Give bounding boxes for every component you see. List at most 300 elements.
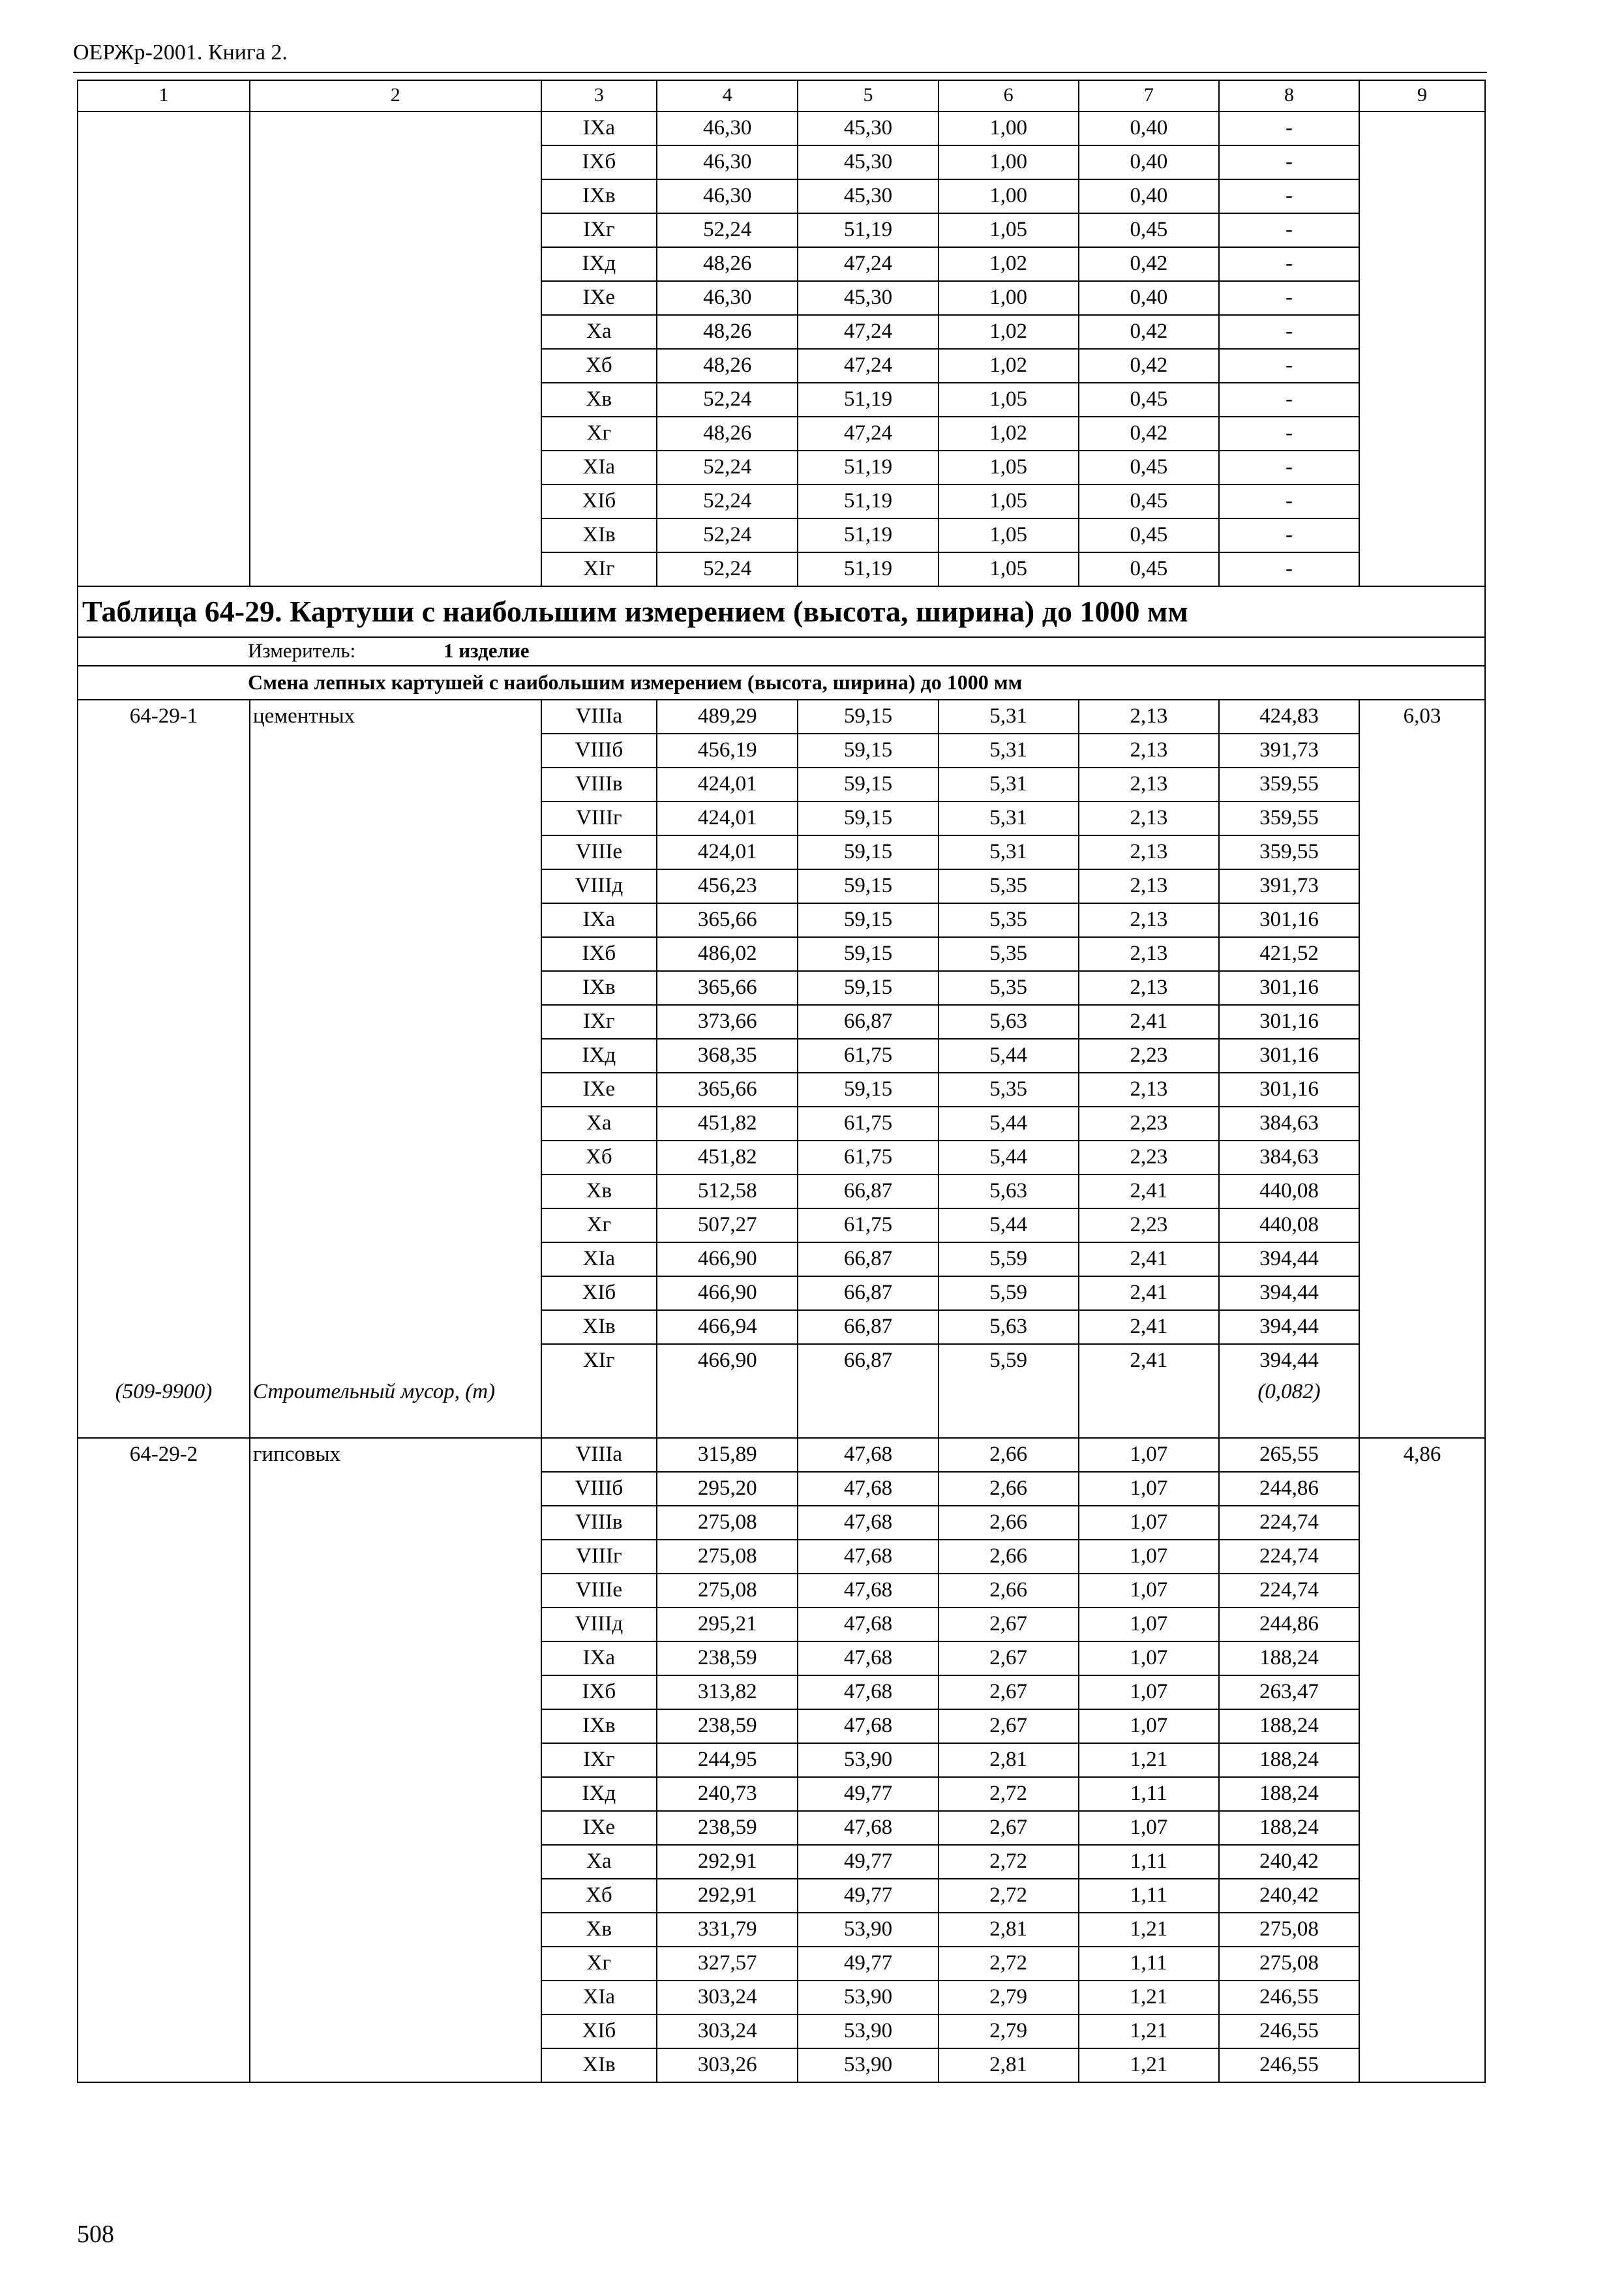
column-header: 9 [1359, 80, 1485, 112]
col9-cell [1359, 1743, 1485, 1777]
price-table [77, 80, 1486, 2083]
value-cell: 5,44 [939, 1141, 1079, 1174]
value-cell: 51,19 [798, 451, 938, 485]
code-cell [78, 145, 250, 179]
col9-cell [1359, 1675, 1485, 1709]
col9-cell [1359, 552, 1485, 586]
value-cell: 365,66 [657, 903, 798, 937]
value-cell: 51,19 [798, 485, 938, 518]
value-cell: 49,77 [798, 1777, 938, 1811]
value-cell: XIв [541, 2048, 657, 2082]
value-cell: 359,55 [1219, 768, 1359, 801]
value-cell: 59,15 [798, 734, 938, 768]
code-cell [78, 1344, 250, 1377]
name-cell [250, 552, 541, 586]
value-cell: 238,59 [657, 1811, 798, 1845]
value-cell: 2,66 [939, 1438, 1079, 1472]
value-cell: 45,30 [798, 145, 938, 179]
value-cell: IXе [541, 1073, 657, 1107]
value-cell: 1,00 [939, 179, 1079, 213]
value-cell: 0,42 [1079, 315, 1219, 349]
value-cell: IXв [541, 971, 657, 1005]
value-cell: 2,72 [939, 1777, 1079, 1811]
value-cell: Xв [541, 1174, 657, 1208]
value-cell: XIв [541, 518, 657, 552]
table-row [78, 835, 1485, 869]
value-cell: 301,16 [1219, 903, 1359, 937]
code-cell [78, 1574, 250, 1608]
value-cell: 2,41 [1079, 1310, 1219, 1344]
value-cell [1079, 1377, 1219, 1438]
value-cell: 188,24 [1219, 1811, 1359, 1845]
col9-cell [1359, 971, 1485, 1005]
code-cell [78, 1811, 250, 1845]
value-cell: Xб [541, 1141, 657, 1174]
value-cell: 52,24 [657, 485, 798, 518]
value-cell: 5,31 [939, 835, 1079, 869]
value-cell: Xг [541, 1208, 657, 1242]
name-cell [250, 1107, 541, 1141]
value-cell: 1,07 [1079, 1709, 1219, 1743]
trash-row [78, 1377, 1485, 1438]
value-cell: 5,35 [939, 869, 1079, 903]
table-row [78, 145, 1485, 179]
value-cell: 47,68 [798, 1506, 938, 1540]
code-cell [78, 247, 250, 281]
name-cell [250, 734, 541, 768]
value-cell: 2,81 [939, 2048, 1079, 2082]
name-cell [250, 315, 541, 349]
value-cell: 303,26 [657, 2048, 798, 2082]
value-cell: IXа [541, 1641, 657, 1675]
column-header: 4 [657, 80, 798, 112]
value-cell: 51,19 [798, 552, 938, 586]
table-row [78, 1276, 1485, 1310]
col9-cell [1359, 1073, 1485, 1107]
value-cell: 0,45 [1079, 518, 1219, 552]
value-cell: 315,89 [657, 1438, 798, 1472]
code-cell [78, 734, 250, 768]
value-cell: 238,59 [657, 1641, 798, 1675]
code-cell [78, 1039, 250, 1073]
value-cell: - [1219, 145, 1359, 179]
value-cell: 0,45 [1079, 552, 1219, 586]
value-cell: 5,35 [939, 1073, 1079, 1107]
name-cell [250, 835, 541, 869]
value-cell: 424,01 [657, 768, 798, 801]
value-cell: 301,16 [1219, 1005, 1359, 1039]
value-cell: 2,13 [1079, 734, 1219, 768]
value-cell: 2,72 [939, 1879, 1079, 1913]
value-cell: 303,24 [657, 2014, 798, 2048]
value-cell: 240,42 [1219, 1845, 1359, 1879]
value-cell: 2,13 [1079, 801, 1219, 835]
value-cell: 365,66 [657, 1073, 798, 1107]
value-cell: 1,07 [1079, 1438, 1219, 1472]
value-cell: 292,91 [657, 1879, 798, 1913]
col9-cell [1359, 112, 1485, 145]
name-cell [250, 1141, 541, 1174]
value-cell: 66,87 [798, 1174, 938, 1208]
col9-cell [1359, 1472, 1485, 1506]
value-cell: XIб [541, 1276, 657, 1310]
value-cell: 440,08 [1219, 1208, 1359, 1242]
code-cell [78, 1141, 250, 1174]
value-cell: 1,07 [1079, 1574, 1219, 1608]
value-cell: 2,13 [1079, 937, 1219, 971]
value-cell: 5,63 [939, 1005, 1079, 1039]
value-cell [798, 1377, 938, 1438]
code-cell [78, 2048, 250, 2082]
value-cell: VIIIа [541, 700, 657, 734]
name-cell [250, 179, 541, 213]
value-cell: 1,11 [1079, 1845, 1219, 1879]
value-cell: 47,24 [798, 417, 938, 451]
value-cell: 1,21 [1079, 1981, 1219, 2014]
col9-cell [1359, 1981, 1485, 2014]
meter-value: 1 изделие [444, 639, 530, 662]
col9-cell [1359, 1344, 1485, 1377]
name-cell [250, 451, 541, 485]
name-cell [250, 1879, 541, 1913]
code-cell [78, 518, 250, 552]
value-cell: XIб [541, 485, 657, 518]
value-cell: 59,15 [798, 971, 938, 1005]
value-cell: 1,05 [939, 451, 1079, 485]
value-cell: 45,30 [798, 281, 938, 315]
table-row [78, 213, 1485, 247]
value-cell: 1,00 [939, 281, 1079, 315]
code-cell [78, 1675, 250, 1709]
value-cell: 0,40 [1079, 145, 1219, 179]
value-cell: 45,30 [798, 179, 938, 213]
value-cell: - [1219, 247, 1359, 281]
value-cell: 327,57 [657, 1947, 798, 1981]
value-cell: 466,94 [657, 1310, 798, 1344]
code-cell [78, 903, 250, 937]
value-cell: 46,30 [657, 281, 798, 315]
col9-cell [1359, 145, 1485, 179]
table-row [78, 1709, 1485, 1743]
value-cell: 394,44 [1219, 1310, 1359, 1344]
name-cell [250, 971, 541, 1005]
value-cell: 275,08 [1219, 1913, 1359, 1947]
value-cell [657, 1377, 798, 1438]
value-cell: 391,73 [1219, 869, 1359, 903]
value-cell: 53,90 [798, 1981, 938, 2014]
value-cell: 61,75 [798, 1039, 938, 1073]
value-cell: - [1219, 518, 1359, 552]
code-cell [78, 1879, 250, 1913]
name-cell [250, 1039, 541, 1073]
table-row [78, 1845, 1485, 1879]
value-cell: 5,44 [939, 1107, 1079, 1141]
name-cell [250, 383, 541, 417]
value-cell: XIг [541, 552, 657, 586]
value-cell: IXе [541, 281, 657, 315]
value-cell: Xа [541, 1107, 657, 1141]
value-cell: 49,77 [798, 1947, 938, 1981]
value-cell: 451,82 [657, 1107, 798, 1141]
code-cell [78, 1242, 250, 1276]
value-cell: 49,77 [798, 1879, 938, 1913]
col9-cell [1359, 247, 1485, 281]
value-cell: 52,24 [657, 213, 798, 247]
value-cell: 61,75 [798, 1141, 938, 1174]
col9-cell [1359, 2014, 1485, 2048]
code-cell [78, 1777, 250, 1811]
value-cell: 313,82 [657, 1675, 798, 1709]
value-cell: 1,21 [1079, 2048, 1219, 2082]
name-cell [250, 1310, 541, 1344]
table-row [78, 112, 1485, 145]
col9-cell [1359, 869, 1485, 903]
value-cell: 53,90 [798, 1913, 938, 1947]
table-row [78, 1981, 1485, 2014]
code-cell [78, 1608, 250, 1641]
value-cell: 1,07 [1079, 1540, 1219, 1574]
value-cell: 47,68 [798, 1641, 938, 1675]
col9-cell [1359, 315, 1485, 349]
value-cell: 246,55 [1219, 2048, 1359, 2082]
table-row [78, 417, 1485, 451]
column-header: 3 [541, 80, 657, 112]
col9-cell [1359, 1811, 1485, 1845]
value-cell: 331,79 [657, 1913, 798, 1947]
table-row [78, 1438, 1485, 1472]
name-cell [250, 349, 541, 383]
col9-cell [1359, 1540, 1485, 1574]
value-cell: 1,05 [939, 518, 1079, 552]
name-cell [250, 1913, 541, 1947]
code-cell [78, 1845, 250, 1879]
value-cell: 373,66 [657, 1005, 798, 1039]
value-cell: 1,05 [939, 552, 1079, 586]
value-cell: 47,24 [798, 349, 938, 383]
value-cell: 244,86 [1219, 1608, 1359, 1641]
value-cell: 451,82 [657, 1141, 798, 1174]
col9-cell [1359, 213, 1485, 247]
value-cell [939, 1377, 1079, 1438]
trash-value: (0,082) [1219, 1377, 1359, 1438]
table-row [78, 1310, 1485, 1344]
col9-cell [1359, 801, 1485, 835]
value-cell: 47,24 [798, 315, 938, 349]
value-cell: 2,41 [1079, 1344, 1219, 1377]
code-cell [78, 1947, 250, 1981]
value-cell: VIIIв [541, 768, 657, 801]
value-cell: Xв [541, 1913, 657, 1947]
table-row [78, 903, 1485, 937]
table-row [78, 1574, 1485, 1608]
value-cell: 2,72 [939, 1845, 1079, 1879]
name-cell [250, 768, 541, 801]
code-cell [78, 552, 250, 586]
code-cell [78, 937, 250, 971]
value-cell: 59,15 [798, 869, 938, 903]
value-cell: 275,08 [657, 1574, 798, 1608]
column-header: 8 [1219, 80, 1359, 112]
value-cell: 2,23 [1079, 1208, 1219, 1242]
value-cell: 489,29 [657, 700, 798, 734]
table-row [78, 1174, 1485, 1208]
value-cell: 5,59 [939, 1344, 1079, 1377]
code-cell: 64-29-1 [78, 700, 250, 734]
col9-cell [1359, 1947, 1485, 1981]
code-cell [78, 179, 250, 213]
value-cell: 5,31 [939, 768, 1079, 801]
col9-cell [1359, 1608, 1485, 1641]
col9-cell: 4,86 [1359, 1438, 1485, 1472]
value-cell: 2,23 [1079, 1141, 1219, 1174]
value-cell: 421,52 [1219, 937, 1359, 971]
value-cell: 5,59 [939, 1276, 1079, 1310]
value-cell: 48,26 [657, 315, 798, 349]
value-cell: 1,07 [1079, 1472, 1219, 1506]
col9-cell [1359, 768, 1485, 801]
code-cell: 64-29-2 [78, 1438, 250, 1472]
value-cell: 0,40 [1079, 179, 1219, 213]
table-row [78, 937, 1485, 971]
code-cell [78, 971, 250, 1005]
value-cell: 1,07 [1079, 1675, 1219, 1709]
value-cell: 1,07 [1079, 1506, 1219, 1540]
col9-cell [1359, 1641, 1485, 1675]
value-cell: 188,24 [1219, 1777, 1359, 1811]
value-cell: 188,24 [1219, 1709, 1359, 1743]
col9-cell [1359, 179, 1485, 213]
value-cell: 59,15 [798, 801, 938, 835]
value-cell: 359,55 [1219, 835, 1359, 869]
table-row [78, 1913, 1485, 1947]
value-cell: 5,31 [939, 734, 1079, 768]
code-cell [78, 1641, 250, 1675]
value-cell: 1,21 [1079, 2014, 1219, 2048]
name-cell [250, 937, 541, 971]
value-cell: 466,90 [657, 1276, 798, 1310]
value-cell: 0,45 [1079, 485, 1219, 518]
col9-cell [1359, 1913, 1485, 1947]
code-cell [78, 1981, 250, 2014]
value-cell: 275,08 [657, 1506, 798, 1540]
value-cell: 2,66 [939, 1506, 1079, 1540]
value-cell: 394,44 [1219, 1276, 1359, 1310]
value-cell: Xг [541, 417, 657, 451]
value-cell: 59,15 [798, 768, 938, 801]
column-header: 5 [798, 80, 938, 112]
value-cell: - [1219, 349, 1359, 383]
code-cell [78, 112, 250, 145]
table-row [78, 700, 1485, 734]
code-cell [78, 1472, 250, 1506]
table-row [78, 1608, 1485, 1641]
value-cell: 224,74 [1219, 1506, 1359, 1540]
value-cell: IXб [541, 145, 657, 179]
meter-cell [78, 637, 1485, 666]
value-cell: 365,66 [657, 971, 798, 1005]
name-cell [250, 1005, 541, 1039]
value-cell: 2,66 [939, 1574, 1079, 1608]
table-row [78, 1811, 1485, 1845]
name-cell [250, 1981, 541, 2014]
value-cell: 486,02 [657, 937, 798, 971]
name-cell [250, 1743, 541, 1777]
value-cell: IXг [541, 1005, 657, 1039]
table-row [78, 1242, 1485, 1276]
col9-cell [1359, 417, 1485, 451]
table-row [78, 971, 1485, 1005]
table-row [78, 552, 1485, 586]
value-cell: VIIIб [541, 734, 657, 768]
col9-cell [1359, 835, 1485, 869]
col9-cell [1359, 2048, 1485, 2082]
value-cell: 46,30 [657, 179, 798, 213]
name-cell [250, 112, 541, 145]
value-cell: 0,42 [1079, 247, 1219, 281]
value-cell: 2,13 [1079, 700, 1219, 734]
value-cell: 1,05 [939, 485, 1079, 518]
value-cell: 1,00 [939, 145, 1079, 179]
value-cell: 46,30 [657, 112, 798, 145]
code-cell [78, 2014, 250, 2048]
col9-cell [1359, 1039, 1485, 1073]
value-cell: 47,68 [798, 1608, 938, 1641]
table-row [78, 1540, 1485, 1574]
value-cell: 53,90 [798, 1743, 938, 1777]
value-cell: 0,42 [1079, 417, 1219, 451]
table-row [78, 1675, 1485, 1709]
name-cell [250, 801, 541, 835]
section-title-row [78, 586, 1485, 637]
col9-cell [1359, 1276, 1485, 1310]
value-cell: 1,21 [1079, 1743, 1219, 1777]
value-cell: 1,07 [1079, 1641, 1219, 1675]
value-cell: 52,24 [657, 451, 798, 485]
meter-label: Измеритель: [248, 639, 356, 662]
value-cell: VIIIг [541, 801, 657, 835]
value-cell: - [1219, 179, 1359, 213]
col9-cell [1359, 734, 1485, 768]
table-row [78, 247, 1485, 281]
value-cell: 2,66 [939, 1540, 1079, 1574]
value-cell: 53,90 [798, 2048, 938, 2082]
table-row [78, 1073, 1485, 1107]
name-cell [250, 1675, 541, 1709]
code-cell [78, 1174, 250, 1208]
value-cell: 51,19 [798, 383, 938, 417]
value-cell: IXб [541, 937, 657, 971]
code-cell [78, 768, 250, 801]
value-cell [541, 1377, 657, 1438]
value-cell: 1,11 [1079, 1947, 1219, 1981]
name-cell [250, 1276, 541, 1310]
value-cell: 2,41 [1079, 1174, 1219, 1208]
value-cell: 466,90 [657, 1242, 798, 1276]
value-cell: IXд [541, 1777, 657, 1811]
page-number: 508 [77, 2221, 114, 2248]
value-cell: 359,55 [1219, 801, 1359, 835]
value-cell: 0,45 [1079, 451, 1219, 485]
value-cell: 47,68 [798, 1811, 938, 1845]
code-cell [78, 801, 250, 835]
value-cell: 48,26 [657, 349, 798, 383]
value-cell: XIв [541, 1310, 657, 1344]
value-cell: XIб [541, 2014, 657, 2048]
value-cell: 1,21 [1079, 1913, 1219, 1947]
value-cell: 46,30 [657, 145, 798, 179]
value-cell: VIIIе [541, 835, 657, 869]
table-row [78, 1743, 1485, 1777]
